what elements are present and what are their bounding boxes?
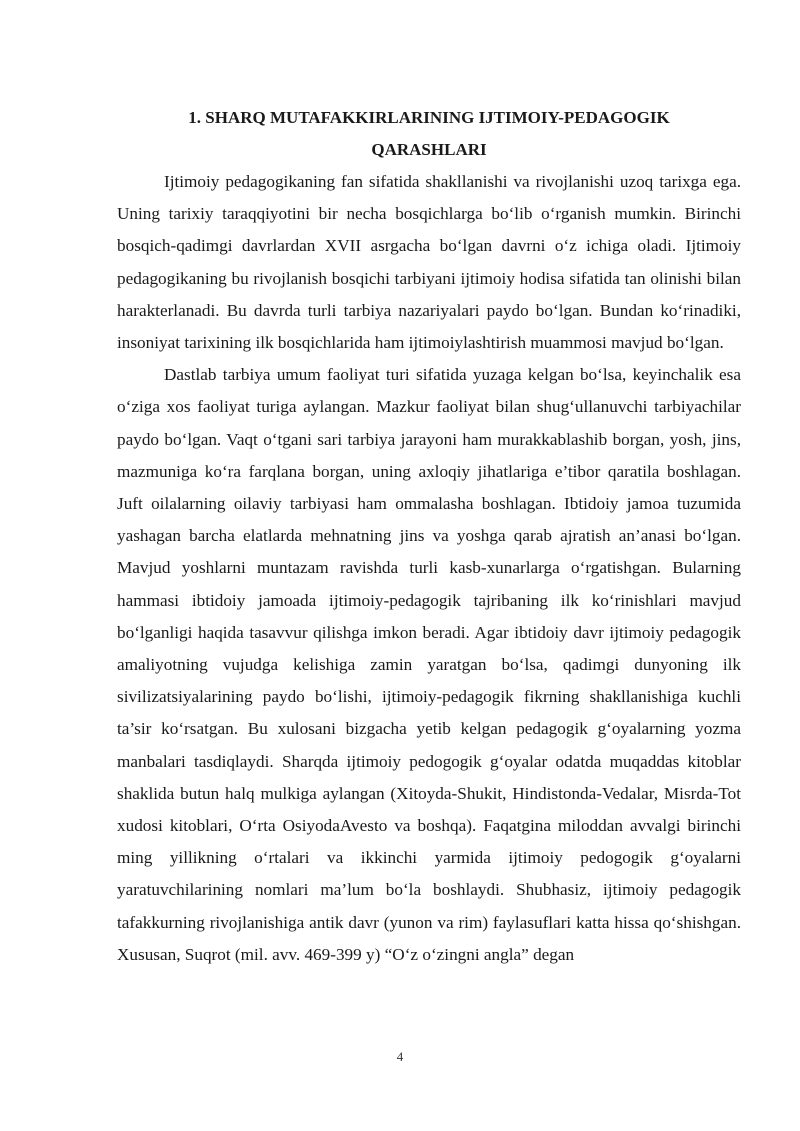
chapter-title	[117, 100, 741, 166]
document-page	[117, 100, 741, 971]
chapter-title-line-1: 1. SHARQ MUTAFAKKIRLARINING IJTIMOIY-PEDAGOGIK	[188, 108, 670, 127]
chapter-title-line-2: QARASHLARI	[371, 140, 487, 159]
page-number: 4	[396, 1049, 404, 1064]
paragraph-2: Dastlab tarbiya umum faoliyat turi sifatida yuzaga kelgan bo‘lsa, keyinchalik esa o‘ziga xos faoliyat turiga aylangan. Mazkur faoliyat bilan shug‘ullanuvchi tarbiyachilar paydo bo‘lgan. Vaqt o‘tgani sari tarbiya jarayoni ham murakkablashib borgan, yosh, jins, mazmuniga ko‘ra farqlana borgan, uning axloqiy jihatlariga e’tibor qaratila boshlagan. Juft oilalarning oilaviy tarbiyasi ham ommalasha boshlagan. Ibtidoiy jamoa tuzumida yashagan barcha elatlarda mehnatning jins va yoshga qarab ajratish an’anasi bo‘lgan. Mavjud yoshlarni muntazam ravishda turli kasb-xunarlarga o‘rgatishgan. Bularning hammasi ibtidoiy jamoada ijtimoiy-pedagogik tajribaning ilk ko‘rinishlari mavjud bo‘lganligi haqida tasavvur qilishga imkon beradi. Agar ibtidoiy davr ijtimoiy pedagogik amaliyotning vujudga kelishiga zamin yaratgan bo‘lsa, qadimgi dunyoning ilk sivilizatsiyalarining paydo bo‘lishi, ijtimoiy-pedagogik fikrning shakllanishiga kuchli ta’sir ko‘rsatgan. Bu xulosani bizgacha yetib kelgan pedagogik g‘oyalarning yozma manbalari tasdiqlaydi. Sharqda ijtimoiy pedogogik g‘oyalar odatda muqaddas kitoblar shaklida butun halq mulkiga aylangan (Xitoyda-Shukit, Hindistonda-Vedalar, Misrda-Tot xudosi kitoblari, O‘rta OsiyodaAvesto va boshqa). Faqatgina miloddan avvalgi birinchi ming yillikning o‘rtalari va ikkinchi yarmida ijtimoiy pedogogik g‘oyalarni yaratuvchilarining nomlari ma’lum bo‘la boshlaydi. Shubhasiz, ijtimoiy pedagogik tafakkurning rivojlanishiga antik davr (yunon va rim) faylasuflari katta hissa qo‘shishgan. Xususan, Suqrot (mil. avv. 469-399 y) “O‘z o‘zingni angla” degan	[117, 365, 741, 964]
paragraph-1: Ijtimoiy pedagogikaning fan sifatida shakllanishi va rivojlanishi uzoq tarixga ega. Uning tarixiy taraqqiyotini bir necha bosqichlarga bo‘lib o‘rganish mumkin. Birinchi bosqich-qadimgi davrlardan XVII asrgacha bo‘lgan davrni o‘z ichiga oladi. Ijtimoiy pedagogikaning bu rivojlanish bosqichi tarbiyani ijtimoiy hodisa sifatida tan olinishi bilan harakterlanadi. Bu davrda turli tarbiya nazariyalari paydo bo‘lgan. Bundan ko‘rinadiki, insoniyat tarixining ilk bosqichlarida ham ijtimoiylashtirish muammosi mavjud bo‘lgan.	[117, 172, 741, 353]
